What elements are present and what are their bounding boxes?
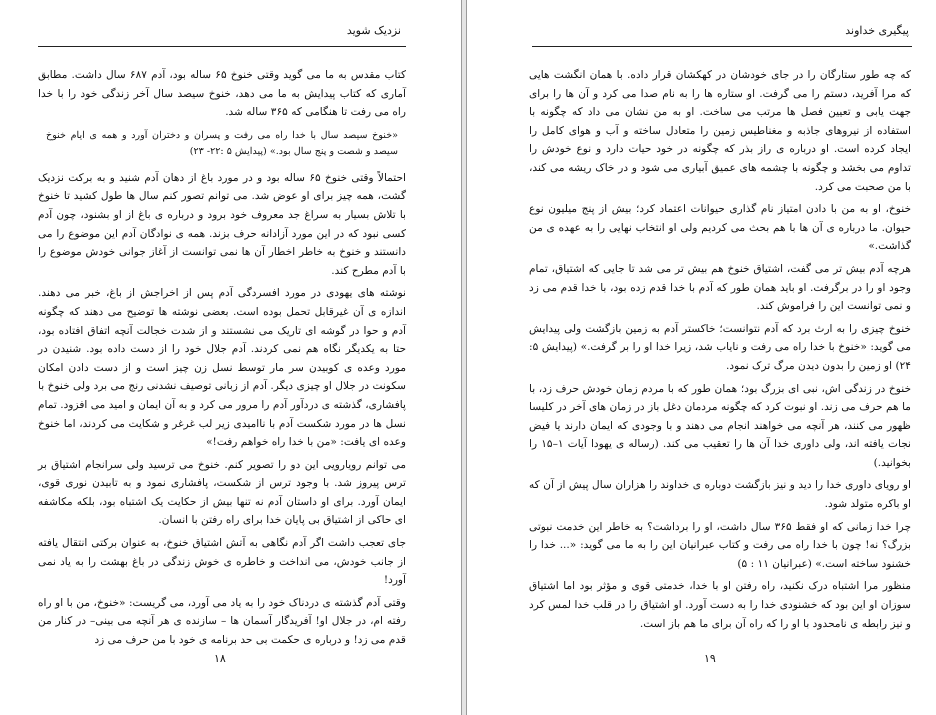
paragraph: او رویای داوری خدا را دید و نیز بازگشت دوباره ی خداوند را هزاران سال پیش از آن که او باکره متولد شود.	[529, 479, 911, 511]
left-header-rule	[38, 46, 406, 47]
paragraph: نوشته های یهودی در مورد افسردگی آدم پس از اخراجش از باغ، خبر می دهند. اندازه ی آن غیرقابل تحمل بوده است. بعضی نوشته ها توضیح می دهند که چگونه آدم و حوا در گوشه ای تاریک می نشستند و از شدت خجالت آنچه اتفاق افتاده بود، حتا به یکدیگر نگاه هم نمی کردند. آدم جلال خود را از دست داده بود. شنیدن در مورد وعده ی کوبیدن سر مار توسط نسل زن چیز است و از دست دادن امکان سکونت در جلال او چیزی دیگر. آدم از زبانی توصیف نشدنی رنج می برد ولی خنوخ با پافشاری، گذشته ی دردآور آدم را مرور می کرد و به آن ایمان و امید می افزود. تمام نسل ها در مورد شکست آدم با ناامیدی زیر لب غرغر و شکایت می کردند، اما خنوخ وعده ای یافت: «من با خدا راه خواهم رفت!»	[38, 287, 406, 449]
paragraph: وقتی آدم گذشته ی دردناک خود را به یاد می آورد، می گریست: «خنوخ، من با او راه رفته ام، در جلال او! آفریدگار آسمان ها – سازنده ی هر آنچه می بینی– در کنار من قدم می زد! و درباره ی حکمت بی حد برنامه ی خود با من حرف می زد	[38, 596, 406, 647]
left-page-header: نزدیک شوید	[346, 24, 401, 37]
paragraph: خنوخ چیزی را به ارث برد که آدم نتوانست؛ خاکستر آدم به زمین بازگشت ولی پیدایش می گوید: «خنوخ با خدا راه می رفت و نایاب شد، زیرا خدا او را بر گرفت.» (پیدایش ۵: ۲۴) او زمین را بدون دیدن مرگ ترک نمود.	[529, 322, 911, 372]
left-page	[0, 0, 462, 715]
right-page-header: پیگیری خداوند	[845, 24, 909, 37]
paragraph: هرچه آدم بیش تر می گفت، اشتیاق خنوخ هم بیش تر می شد تا جایی که اشتیاق، تمام وجود او را در برگرفت. او باید همان طور که آدم با خدا قدم زده بود، با خدا قدم می زد و نمی توانست این را فراموش کند.	[529, 262, 911, 313]
paragraph: که چه طور ستارگان را در جای خودشان در کهکشان قرار داده. با همان انگشت هایی که مرا آفرید، دستم را می گرفت. او ستاره ها را به نام صدا می کرد و آن ها را برای جهت یابی و تعیین فصل ها مرتب می ساخت. او به من نشان می داد که چگونه با استفاده از نیروهای جاذبه و مغناطیس زمین را متعادل ساخته و آب و هوای کامل را ایجاد کرده است. او درباره ی راز بذر که چگونه در خود حیات دارد و نوع خودش را تداوم می بخشد و چگونه با چشمه های عمیق آبیاری می شود و در خاک ریشه می کند، با من صحبت می کرد.	[529, 69, 911, 193]
paragraph: منظور مرا اشتباه درک نکنید، راه رفتن او با خدا، خدمتی قوی و مؤثر بود اما اشتیاق سوزان او این بود که خشنودی خدا را به دست آورد. او اشتیاق را در قلب خدا لمس کرد و نیز رابطه ی نامحدود با او را که راه آن برای ما هم باز است.	[529, 580, 911, 630]
right-page-number: ۱۹	[704, 652, 716, 665]
paragraph: خنوخ، او به من با دادن امتیاز نام گذاری حیوانات اعتماد کرد؛ بیش از پنج میلیون نوع حیوان. ما درباره ی آن ها با هم بحث می کردیم ولی او انتخاب نهایی را به عهده ی من گذاشت.»	[529, 203, 911, 253]
paragraph: چرا خدا زمانی که او فقط ۳۶۵ سال داشت، او را برداشت؟ به خاطر این خدمت نبوتی بزرگ؟ نه! چون با خدا راه می رفت و کتاب عبرانیان این را به ما می گوید: «... خدا را خشنود ساخته است.» (عبرانیان ۱۱ : ۵)	[529, 520, 912, 570]
paragraph: می توانم رویارویی این دو را تصویر کنم. خنوخ می ترسید ولی سرانجام اشتیاق بر ترس پیروز شد. با وجود ترس از شکست، پافشاری نمود و به تابیدن نوری قوی، ایمان آورد. برای او داستان آدم نه تنها بیش از حکایت یک اشتباه بود، بلکه مکاشفه ای حاکی از اشتیاق بی پایان خدا برای راه رفتن با انسان.	[38, 458, 406, 527]
paragraph: جای تعجب داشت اگر آدم نگاهی به آتش اشتیاق خنوخ، به عنوان برکتی انتقال یافته از جانب خودش، می انداخت و خاطره ی خوش زندگی در باغ بهشت را به یاد نمی آورد!	[38, 537, 406, 587]
scripture-quote: «خنوخ سیصد سال با خدا راه می رفت و پسران و دختران آورد و همه ی ایام خنوخ سیصد و شصت و پنج سال بود.» (پیدایش ۵ :۲۲- ۲۳)	[46, 129, 398, 158]
paragraph: خنوخ در زندگی اش، نبی ای بزرگ بود؛ همان طور که با مردم زمان خودش حرف زد، با ما هم حرف می زند. او نبوت کرد که چگونه مردمان دغل باز در زمان های آخر در کلیسا ظهور می کنند، هر آنچه می خواهند انجام می دهند و با وجودی که ایمان دارند یا فیض نجات یافته اند، ولی داوری خدا آن ها را تعقیب می کند. (رساله ی یهودا آیات ۱–۱۵ را بخوانید.)	[529, 382, 911, 469]
paragraph: احتمالاً وقتی خنوخ ۶۵ ساله بود و در مورد باغ از دهان آدم شنید و به برکت نزدیک گشت، همه چیز برای او عوض شد. می توانم تصور کنم سال ها طول کشید تا خنوخ با تلاش بسیار به سراغ جد معروف خود برود و درباره ی باغ از او بشنود، چون آدم کسی نبود که در این مورد آزادانه حرف بزند. همه ی نوادگان آدم این موضوع را می دانستند و خنوخ به خاطر اخطار آن ها نمی توانست از آغاز جوانی خودش موضوع را با آدم مطرح کند.	[38, 171, 406, 277]
right-page	[466, 0, 936, 715]
right-header-rule	[532, 46, 912, 47]
paragraph: کتاب مقدس به ما می گوید وقتی خنوخ ۶۵ ساله بود، آدم ۶۸۷ سال داشت. مطابق آماری که کتاب پیدایش به ما می دهد، خنوخ سیصد سال آخر زندگی خود را با خدا راه می رفت تا هنگامی که ۳۶۵ ساله شد.	[38, 69, 406, 119]
left-page-body	[38, 66, 406, 654]
left-page-number: ۱۸	[214, 652, 226, 665]
right-page-body	[529, 66, 911, 637]
